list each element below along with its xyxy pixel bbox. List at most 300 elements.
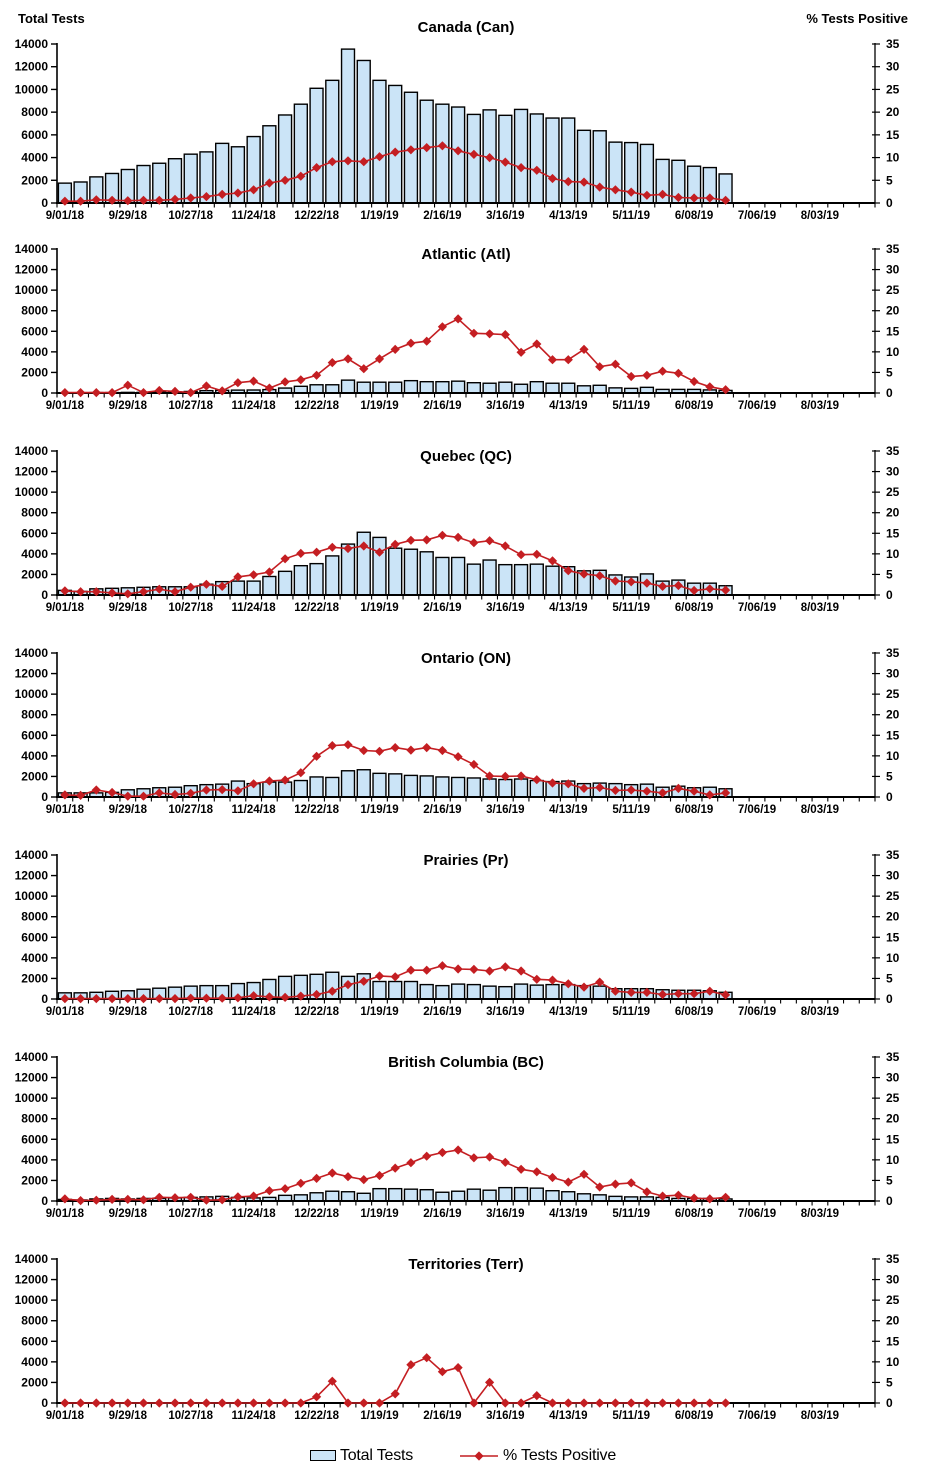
diamond-marker xyxy=(375,1171,384,1180)
diamond-marker xyxy=(249,377,258,386)
svg-text:20: 20 xyxy=(886,1111,900,1126)
diamond-marker xyxy=(265,1186,274,1195)
svg-text:4/13/19: 4/13/19 xyxy=(549,804,588,816)
svg-text:0: 0 xyxy=(41,196,48,210)
svg-text:2000: 2000 xyxy=(21,365,48,380)
diamond-marker xyxy=(548,1398,557,1407)
svg-text:20: 20 xyxy=(886,105,900,120)
svg-text:3/16/19: 3/16/19 xyxy=(486,400,525,412)
svg-text:35: 35 xyxy=(886,37,900,51)
svg-text:7/06/19: 7/06/19 xyxy=(737,1006,777,1018)
legend-item-total-tests xyxy=(310,1447,413,1465)
diamond-marker xyxy=(469,965,478,974)
diamond-marker xyxy=(406,1360,415,1369)
svg-text:11/24/18: 11/24/18 xyxy=(231,1208,276,1220)
svg-text:10000: 10000 xyxy=(14,1091,48,1106)
svg-text:2/16/19: 2/16/19 xyxy=(423,1410,462,1422)
diamond-marker xyxy=(186,1398,195,1407)
diamond-marker xyxy=(139,1195,148,1204)
svg-text:15: 15 xyxy=(886,1334,900,1349)
diamond-marker xyxy=(123,1195,132,1204)
svg-text:12/22/18: 12/22/18 xyxy=(294,1006,339,1018)
svg-text:12000: 12000 xyxy=(14,1272,48,1287)
svg-text:0: 0 xyxy=(886,386,893,400)
diamond-marker xyxy=(454,752,463,761)
svg-text:9/29/18: 9/29/18 xyxy=(108,1410,147,1422)
diamond-marker xyxy=(705,1398,714,1407)
svg-text:4/13/19: 4/13/19 xyxy=(549,210,588,222)
svg-text:4000: 4000 xyxy=(21,546,48,561)
svg-text:12000: 12000 xyxy=(14,1070,48,1085)
svg-text:9/01/18: 9/01/18 xyxy=(45,1006,85,1018)
svg-text:35: 35 xyxy=(886,444,900,458)
svg-text:20: 20 xyxy=(886,505,900,520)
diamond-marker xyxy=(690,377,699,386)
svg-text:2/16/19: 2/16/19 xyxy=(423,1006,462,1018)
svg-text:2000: 2000 xyxy=(21,1173,48,1188)
diamond-marker xyxy=(296,1179,305,1188)
diamond-marker xyxy=(406,536,415,545)
diamond-marker xyxy=(674,369,683,378)
svg-text:8000: 8000 xyxy=(21,1111,48,1126)
svg-text:8000: 8000 xyxy=(21,505,48,520)
svg-text:10/27/18: 10/27/18 xyxy=(168,602,214,614)
diamond-marker xyxy=(532,550,541,559)
chart-title: Canada (Can) xyxy=(417,19,515,36)
chart-atlantic-atl xyxy=(0,225,926,427)
svg-text:12000: 12000 xyxy=(14,666,48,681)
svg-text:3/16/19: 3/16/19 xyxy=(486,1410,525,1422)
diamond-marker xyxy=(564,1178,573,1187)
svg-text:11/24/18: 11/24/18 xyxy=(231,602,276,614)
svg-text:2/16/19: 2/16/19 xyxy=(423,1208,462,1220)
chart-title: Atlantic (Atl) xyxy=(421,246,511,263)
svg-text:15: 15 xyxy=(886,127,900,142)
bars-total-tests xyxy=(58,49,732,203)
diamond-marker xyxy=(391,972,400,981)
chart-canada-can xyxy=(0,0,926,225)
svg-text:0: 0 xyxy=(41,588,48,602)
diamond-marker xyxy=(422,743,431,752)
svg-text:11/24/18: 11/24/18 xyxy=(231,1006,276,1018)
svg-text:2000: 2000 xyxy=(21,769,48,784)
svg-text:10000: 10000 xyxy=(14,485,48,500)
diamond-marker xyxy=(60,1398,69,1407)
svg-text:25: 25 xyxy=(886,82,900,97)
svg-text:0: 0 xyxy=(886,1396,893,1410)
svg-text:1/19/19: 1/19/19 xyxy=(360,602,399,614)
diamond-marker xyxy=(548,1173,557,1182)
svg-text:35: 35 xyxy=(886,242,900,256)
svg-text:8/03/19: 8/03/19 xyxy=(800,400,840,412)
diamond-marker xyxy=(501,1158,510,1167)
chart-prairies-pr xyxy=(0,831,926,1033)
diamond-marker xyxy=(60,1194,69,1203)
svg-text:3/16/19: 3/16/19 xyxy=(486,1208,525,1220)
svg-text:4000: 4000 xyxy=(21,344,48,359)
svg-text:9/01/18: 9/01/18 xyxy=(45,1208,85,1220)
svg-text:12/22/18: 12/22/18 xyxy=(294,804,339,816)
svg-text:30: 30 xyxy=(886,59,900,74)
svg-text:5/11/19: 5/11/19 xyxy=(612,602,651,614)
legend-pct-positive-label: % Tests Positive xyxy=(503,1446,617,1464)
diamond-marker xyxy=(60,388,69,397)
svg-text:25: 25 xyxy=(886,485,900,500)
svg-text:6000: 6000 xyxy=(21,324,48,339)
svg-text:10/27/18: 10/27/18 xyxy=(168,400,214,412)
svg-text:3/16/19: 3/16/19 xyxy=(486,804,525,816)
diamond-marker xyxy=(485,1152,494,1161)
svg-text:5: 5 xyxy=(886,1375,893,1390)
svg-text:15: 15 xyxy=(886,526,900,541)
svg-text:4000: 4000 xyxy=(21,150,48,165)
diamond-marker xyxy=(343,354,352,363)
svg-text:8/03/19: 8/03/19 xyxy=(800,1006,840,1018)
svg-text:8/03/19: 8/03/19 xyxy=(800,602,840,614)
diamond-marker xyxy=(642,371,651,380)
svg-text:0: 0 xyxy=(886,588,893,602)
diamond-marker xyxy=(249,1398,258,1407)
svg-text:30: 30 xyxy=(886,1272,900,1287)
diamond-marker xyxy=(564,1398,573,1407)
svg-text:7/06/19: 7/06/19 xyxy=(737,210,777,222)
svg-text:11/24/18: 11/24/18 xyxy=(231,210,276,222)
svg-text:2000: 2000 xyxy=(21,173,48,188)
svg-text:10/27/18: 10/27/18 xyxy=(168,1208,214,1220)
diamond-marker xyxy=(60,790,69,799)
diamond-marker xyxy=(532,975,541,984)
svg-text:1/19/19: 1/19/19 xyxy=(360,1410,399,1422)
diamond-marker xyxy=(139,1398,148,1407)
svg-text:4000: 4000 xyxy=(21,1152,48,1167)
svg-text:6/08/19: 6/08/19 xyxy=(674,1410,714,1422)
chart-territories-terr xyxy=(0,1235,926,1437)
svg-text:1/19/19: 1/19/19 xyxy=(360,1006,399,1018)
svg-text:6000: 6000 xyxy=(21,728,48,743)
svg-text:4/13/19: 4/13/19 xyxy=(549,1208,588,1220)
svg-text:25: 25 xyxy=(886,1091,900,1106)
svg-text:0: 0 xyxy=(886,790,893,804)
svg-text:8000: 8000 xyxy=(21,909,48,924)
diamond-marker xyxy=(265,1398,274,1407)
svg-text:5/11/19: 5/11/19 xyxy=(612,1410,651,1422)
diamond-marker xyxy=(438,746,447,755)
diamond-marker xyxy=(328,1168,337,1177)
diamond-marker xyxy=(469,1153,478,1162)
svg-text:6000: 6000 xyxy=(21,1334,48,1349)
svg-text:14000: 14000 xyxy=(14,848,48,862)
diamond-marker xyxy=(281,377,290,386)
diamond-marker xyxy=(375,971,384,980)
svg-text:14000: 14000 xyxy=(14,242,48,256)
diamond-marker xyxy=(76,791,85,800)
diamond-marker xyxy=(92,388,101,397)
svg-text:2000: 2000 xyxy=(21,971,48,986)
diamond-marker xyxy=(611,1180,620,1189)
diamond-marker xyxy=(76,1196,85,1205)
diamond-marker xyxy=(485,329,494,338)
legend-total-tests-label: Total Tests xyxy=(339,1446,414,1464)
svg-text:6/08/19: 6/08/19 xyxy=(674,1208,714,1220)
svg-text:5: 5 xyxy=(886,365,893,380)
diamond-marker xyxy=(123,1398,132,1407)
svg-text:10: 10 xyxy=(886,1354,900,1369)
diamond-marker xyxy=(391,1164,400,1173)
diamond-marker xyxy=(359,1175,368,1184)
svg-text:6/08/19: 6/08/19 xyxy=(674,400,714,412)
diamond-marker xyxy=(690,1398,699,1407)
svg-text:10000: 10000 xyxy=(14,687,48,702)
svg-text:4000: 4000 xyxy=(21,748,48,763)
svg-text:30: 30 xyxy=(886,666,900,681)
svg-text:10000: 10000 xyxy=(14,82,48,97)
svg-text:7/06/19: 7/06/19 xyxy=(737,1410,777,1422)
diamond-marker xyxy=(438,961,447,970)
chart-title: British Columbia (BC) xyxy=(388,1054,544,1071)
diamond-marker xyxy=(296,1398,305,1407)
diamond-marker xyxy=(359,746,368,755)
diamond-marker xyxy=(218,1398,227,1407)
diamond-marker xyxy=(359,1398,368,1407)
diamond-marker xyxy=(501,541,510,550)
svg-text:9/01/18: 9/01/18 xyxy=(45,210,85,222)
diamond-marker xyxy=(359,364,368,373)
diamond-marker xyxy=(202,1398,211,1407)
svg-text:15: 15 xyxy=(886,930,900,945)
diamond-marker xyxy=(422,535,431,544)
diamond-marker xyxy=(422,966,431,975)
diamond-marker xyxy=(296,549,305,558)
chart-quebec-qc xyxy=(0,427,926,629)
diamond-marker xyxy=(249,570,258,579)
diamond-marker xyxy=(391,1389,400,1398)
diamond-marker xyxy=(281,1398,290,1407)
diamond-marker xyxy=(642,1187,651,1196)
svg-text:3/16/19: 3/16/19 xyxy=(486,210,525,222)
svg-text:8/03/19: 8/03/19 xyxy=(800,804,840,816)
diamond-marker xyxy=(454,964,463,973)
diamond-marker xyxy=(108,1195,117,1204)
diamond-marker xyxy=(595,978,604,987)
svg-text:6/08/19: 6/08/19 xyxy=(674,210,714,222)
diamond-marker xyxy=(170,387,179,396)
svg-text:7/06/19: 7/06/19 xyxy=(737,1208,777,1220)
diamond-marker xyxy=(705,1194,714,1203)
svg-text:6000: 6000 xyxy=(21,127,48,142)
diamond-marker xyxy=(548,556,557,565)
svg-text:25: 25 xyxy=(886,283,900,298)
chart-british-columbia-bc xyxy=(0,1033,926,1235)
left-axis-title: Total Tests xyxy=(18,11,85,26)
svg-text:4/13/19: 4/13/19 xyxy=(549,602,588,614)
svg-text:0: 0 xyxy=(41,1194,48,1208)
svg-text:5: 5 xyxy=(886,1173,893,1188)
svg-text:10/27/18: 10/27/18 xyxy=(168,804,214,816)
legend-line-swatch xyxy=(459,1450,499,1462)
svg-text:8000: 8000 xyxy=(21,105,48,120)
diamond-marker xyxy=(658,367,667,376)
legend-bar-swatch xyxy=(310,1450,336,1461)
diamond-marker xyxy=(108,388,117,397)
svg-text:9/29/18: 9/29/18 xyxy=(108,400,147,412)
chart-title: Territories (Terr) xyxy=(408,1256,524,1273)
svg-text:12000: 12000 xyxy=(14,59,48,74)
svg-text:11/24/18: 11/24/18 xyxy=(231,1410,276,1422)
diamond-marker xyxy=(375,1398,384,1407)
svg-text:6/08/19: 6/08/19 xyxy=(674,602,714,614)
svg-text:4/13/19: 4/13/19 xyxy=(549,1006,588,1018)
svg-text:1/19/19: 1/19/19 xyxy=(360,1208,399,1220)
diamond-marker xyxy=(485,966,494,975)
svg-text:6000: 6000 xyxy=(21,1132,48,1147)
svg-text:1/19/19: 1/19/19 xyxy=(360,210,399,222)
svg-text:12000: 12000 xyxy=(14,868,48,883)
svg-text:4000: 4000 xyxy=(21,1354,48,1369)
diamond-marker xyxy=(343,1172,352,1181)
diamond-marker xyxy=(438,1148,447,1157)
svg-text:5: 5 xyxy=(886,567,893,582)
svg-text:11/24/18: 11/24/18 xyxy=(231,400,276,412)
diamond-marker xyxy=(454,1145,463,1154)
svg-text:9/29/18: 9/29/18 xyxy=(108,1208,147,1220)
svg-text:14000: 14000 xyxy=(14,1252,48,1266)
chart-title: Ontario (ON) xyxy=(421,650,511,667)
svg-text:12000: 12000 xyxy=(14,464,48,479)
svg-text:8000: 8000 xyxy=(21,303,48,318)
chart-title: Prairies (Pr) xyxy=(423,852,509,869)
svg-text:4000: 4000 xyxy=(21,950,48,965)
svg-text:9/01/18: 9/01/18 xyxy=(45,400,85,412)
svg-text:7/06/19: 7/06/19 xyxy=(737,602,777,614)
svg-text:8/03/19: 8/03/19 xyxy=(800,1410,840,1422)
svg-text:10: 10 xyxy=(886,150,900,165)
svg-text:12/22/18: 12/22/18 xyxy=(294,1208,339,1220)
diamond-marker xyxy=(611,1398,620,1407)
legend-item-pct-positive xyxy=(459,1447,616,1465)
svg-text:25: 25 xyxy=(886,687,900,702)
svg-text:10000: 10000 xyxy=(14,889,48,904)
diamond-marker xyxy=(564,355,573,364)
diamond-marker xyxy=(658,1398,667,1407)
svg-text:10: 10 xyxy=(886,748,900,763)
diamond-marker xyxy=(375,354,384,363)
line-pct-tests-positive xyxy=(60,1353,730,1408)
svg-text:11/24/18: 11/24/18 xyxy=(231,804,276,816)
svg-text:9/29/18: 9/29/18 xyxy=(108,804,147,816)
svg-text:5/11/19: 5/11/19 xyxy=(612,210,651,222)
svg-text:7/06/19: 7/06/19 xyxy=(737,400,777,412)
diamond-marker xyxy=(642,1398,651,1407)
diamond-marker xyxy=(139,388,148,397)
svg-text:8/03/19: 8/03/19 xyxy=(800,210,840,222)
svg-text:10/27/18: 10/27/18 xyxy=(168,210,214,222)
svg-text:0: 0 xyxy=(41,992,48,1006)
svg-text:2/16/19: 2/16/19 xyxy=(423,400,462,412)
diamond-marker xyxy=(328,543,337,552)
diamond-marker xyxy=(517,966,526,975)
svg-text:9/29/18: 9/29/18 xyxy=(108,1006,147,1018)
diamond-marker xyxy=(485,536,494,545)
right-axis-title: % Tests Positive xyxy=(806,11,908,26)
svg-text:1/19/19: 1/19/19 xyxy=(360,400,399,412)
diamond-marker xyxy=(391,345,400,354)
svg-text:5/11/19: 5/11/19 xyxy=(612,400,651,412)
svg-text:5/11/19: 5/11/19 xyxy=(612,1208,651,1220)
svg-text:20: 20 xyxy=(886,1313,900,1328)
svg-text:9/29/18: 9/29/18 xyxy=(108,602,147,614)
diamond-marker xyxy=(186,388,195,397)
diamond-marker xyxy=(517,1398,526,1407)
svg-text:0: 0 xyxy=(886,196,893,210)
diamond-marker xyxy=(548,976,557,985)
diamond-marker xyxy=(312,1174,321,1183)
chart-title: Quebec (QC) xyxy=(420,448,512,465)
svg-text:10: 10 xyxy=(886,546,900,561)
svg-text:6000: 6000 xyxy=(21,526,48,541)
svg-text:0: 0 xyxy=(886,992,893,1006)
svg-text:3/16/19: 3/16/19 xyxy=(486,1006,525,1018)
diamond-marker xyxy=(517,550,526,559)
svg-text:10: 10 xyxy=(886,1152,900,1167)
diamond-marker xyxy=(532,1167,541,1176)
svg-text:8000: 8000 xyxy=(21,707,48,722)
svg-text:35: 35 xyxy=(886,848,900,862)
svg-text:3/16/19: 3/16/19 xyxy=(486,602,525,614)
svg-text:20: 20 xyxy=(886,909,900,924)
svg-text:2/16/19: 2/16/19 xyxy=(423,602,462,614)
svg-text:9/29/18: 9/29/18 xyxy=(108,210,147,222)
svg-text:5: 5 xyxy=(886,971,893,986)
diamond-marker xyxy=(469,538,478,547)
svg-text:8/03/19: 8/03/19 xyxy=(800,1208,840,1220)
svg-text:14000: 14000 xyxy=(14,444,48,458)
diamond-marker xyxy=(674,1398,683,1407)
axes xyxy=(15,1252,900,1422)
diamond-marker xyxy=(627,1178,636,1187)
svg-text:35: 35 xyxy=(886,1252,900,1266)
svg-text:6000: 6000 xyxy=(21,930,48,945)
svg-text:14000: 14000 xyxy=(14,646,48,660)
svg-text:4/13/19: 4/13/19 xyxy=(549,400,588,412)
chart-ontario-on xyxy=(0,629,926,831)
svg-text:9/01/18: 9/01/18 xyxy=(45,602,85,614)
svg-text:15: 15 xyxy=(886,324,900,339)
diamond-marker xyxy=(233,378,242,387)
svg-text:0: 0 xyxy=(41,386,48,400)
diamond-marker xyxy=(92,1398,101,1407)
svg-text:14000: 14000 xyxy=(14,37,48,51)
diamond-marker xyxy=(579,1398,588,1407)
svg-text:10/27/18: 10/27/18 xyxy=(168,1410,214,1422)
diamond-marker xyxy=(343,740,352,749)
diamond-marker xyxy=(721,1398,730,1407)
svg-text:10: 10 xyxy=(886,344,900,359)
svg-text:30: 30 xyxy=(886,1070,900,1085)
diamond-marker xyxy=(406,1158,415,1167)
diamond-marker xyxy=(627,1398,636,1407)
svg-text:5: 5 xyxy=(886,769,893,784)
diamond-marker xyxy=(406,746,415,755)
svg-text:10000: 10000 xyxy=(14,283,48,298)
svg-text:30: 30 xyxy=(886,868,900,883)
diamond-marker xyxy=(218,386,227,395)
svg-text:2/16/19: 2/16/19 xyxy=(423,804,462,816)
svg-text:35: 35 xyxy=(886,646,900,660)
svg-text:5: 5 xyxy=(886,173,893,188)
svg-text:25: 25 xyxy=(886,1293,900,1308)
svg-text:10000: 10000 xyxy=(14,1293,48,1308)
svg-text:12/22/18: 12/22/18 xyxy=(294,400,339,412)
